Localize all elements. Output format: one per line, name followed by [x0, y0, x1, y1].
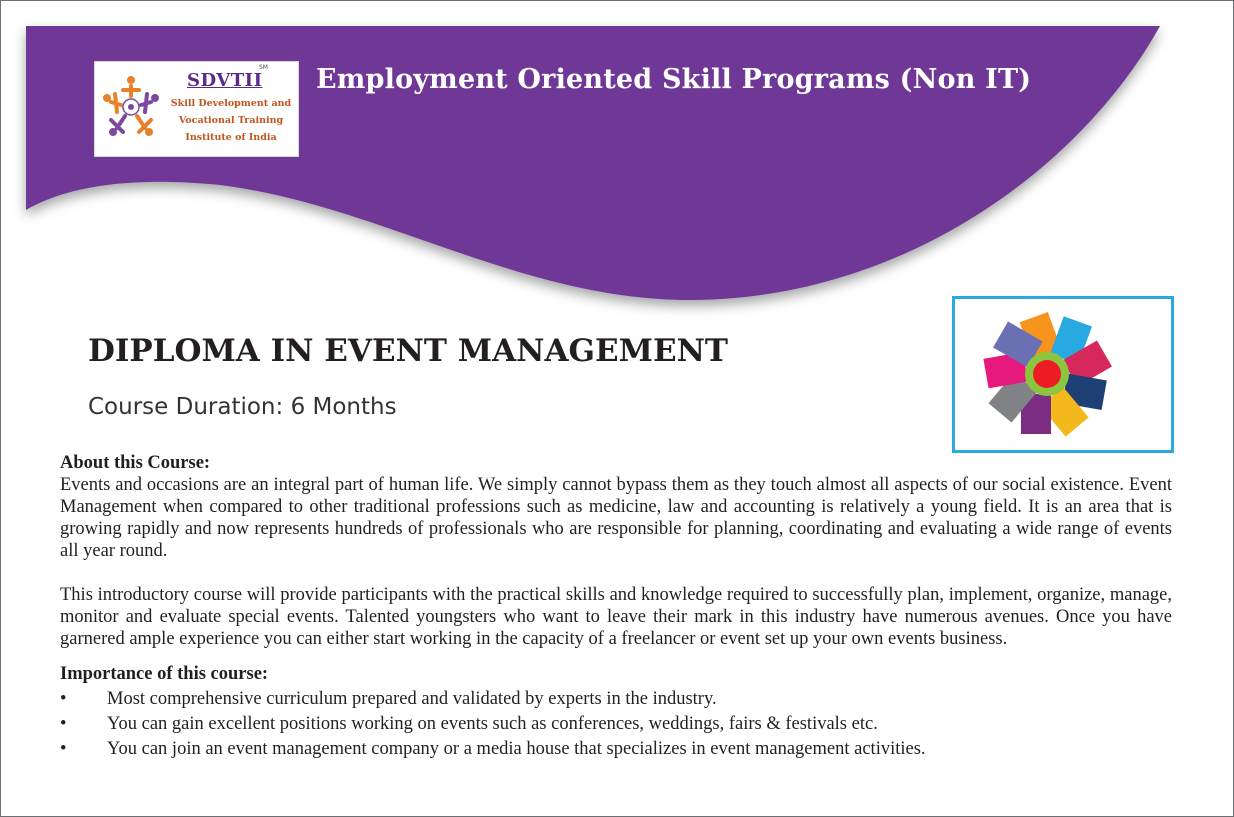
event-pinwheel-graphic [955, 299, 1171, 450]
course-description [60, 452, 1172, 762]
course-title: DIPLOMA IN EVENT MANAGEMENT [88, 333, 728, 369]
people-emblem-icon [99, 72, 163, 142]
service-mark: SM [259, 64, 268, 71]
header-banner [0, 0, 1234, 330]
pinwheel-core [1033, 360, 1061, 388]
list-item: • You can gain excellent positions working on events such as conferences, weddings, fairs & festivals etc. [60, 712, 1172, 737]
logo-line-2: Vocational Training [178, 115, 284, 126]
about-paragraph-2: This introductory course will provide participants with the practical skills and knowledge required to successfully plan, implement, organize, manage, monitor and evaluate special events. Talented youngsters who want to leave their mark in this industry have numerous avenues. Once you have garnered ample experience you can either start working in the capacity of a freelancer or event set up your own events business. [60, 585, 1172, 649]
logo-name: SDVTII [187, 70, 263, 91]
importance-heading: Importance of this course: [60, 664, 269, 684]
bullet-icon: • [60, 739, 67, 759]
course-duration: Course Duration: 6 Months [88, 394, 397, 420]
about-paragraph-1: Events and occasions are an integral part of human life. We simply cannot bypass them as they touch almost all aspects of our social existence. Event Management when compared to other traditional professions such as medicine, law and accounting is relatively a young field. It is an area that is growing rapidly and now represents hundreds of professionals who are responsible for planning, coordinating and evaluating a wide range of events all year round. [60, 475, 1172, 561]
event-management-image [952, 296, 1174, 453]
about-heading: About this Course: [60, 453, 211, 473]
logo-line-3: Institute of India [185, 132, 277, 143]
importance-list [60, 687, 1172, 762]
logo-line-1: Skill Development and [170, 98, 292, 109]
bullet-icon: • [60, 689, 67, 709]
header-title: Employment Oriented Skill Programs (Non IT) [316, 64, 1032, 95]
list-item: • You can join an event management company or a media house that specializes in event management activities. [60, 737, 1172, 762]
sdvtii-logo [94, 61, 299, 157]
list-item: • Most comprehensive curriculum prepared and validated by experts in the industry. [60, 687, 1172, 712]
bullet-icon: • [60, 714, 67, 734]
